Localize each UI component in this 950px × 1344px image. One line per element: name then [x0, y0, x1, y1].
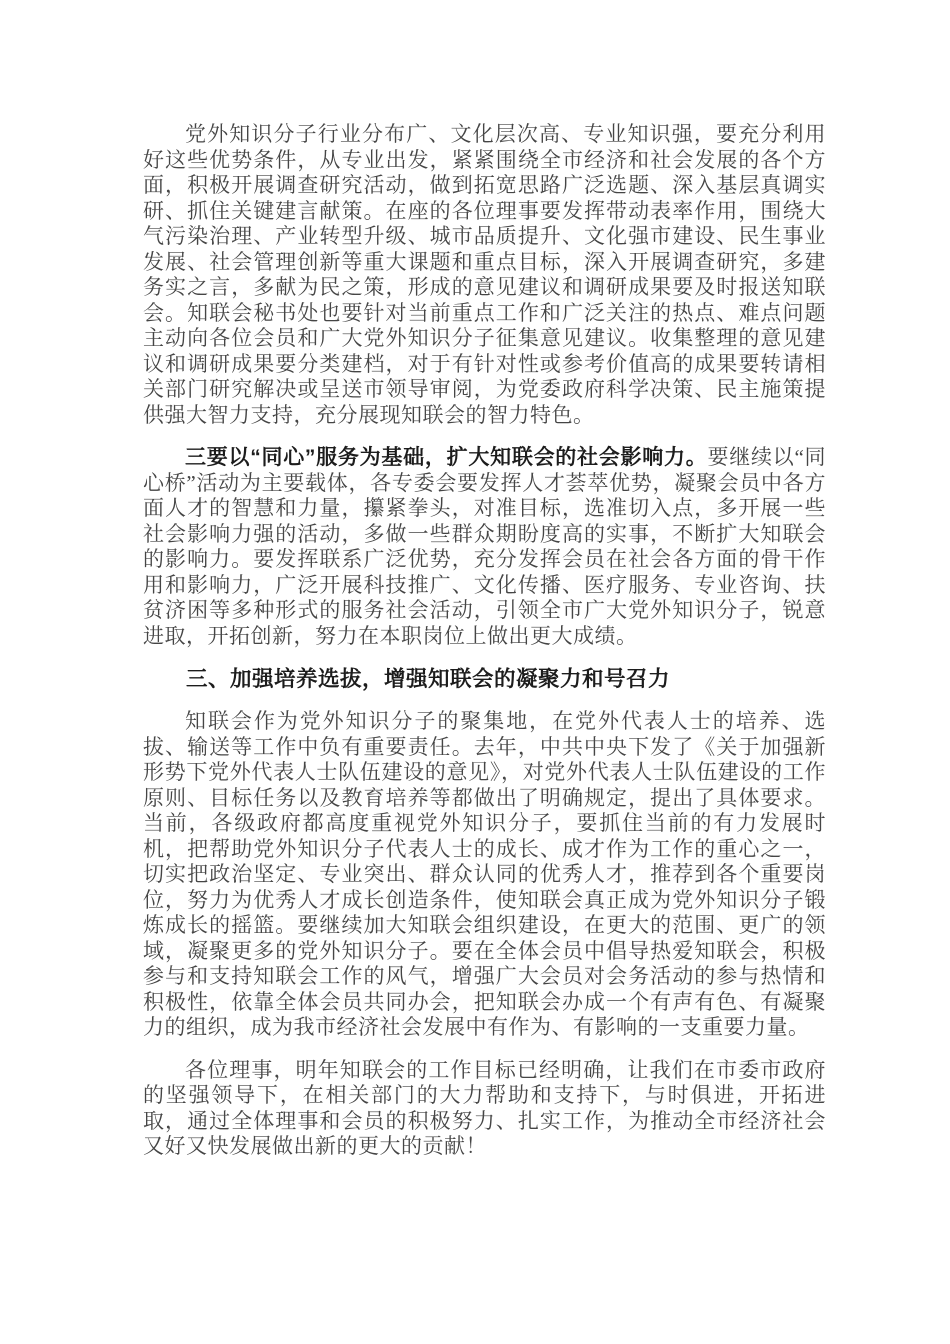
- paragraph-tongxin-body-text: 要继续以“同心桥”活动为主要载体，各专委会要发挥人才荟萃优势，凝聚会员中各方面人才的智慧和力量，攥紧拳头，对准目标，选准切入点，多开展一些社会影响力强的活动，多做一些群众期盼度高的实事，不断扩大知联会的影响力。要发挥联系广泛优势，充分发挥会员在社会各方面的骨干作用和影响力，广泛开展科技推广、文化传播、医疗服务、专业咨询、扶贫济困等多种形式的服务社会活动，引领全市广大党外知识分子，锐意进取，开拓创新，努力在本职岗位上做出更大成绩。: [143, 445, 827, 648]
- paragraph-tongxin-bold-lead: 三要以“同心”服务为基础，扩大知联会的社会影响力。: [185, 446, 708, 469]
- section-heading-three: 三、加强培养选拔，增强知联会的凝聚力和号召力: [186, 667, 671, 691]
- paragraph-cultivation-selection: 知联会作为党外知识分子的聚集地，在党外代表人士的培养、选拔、输送等工作中负有重要责任。去年，中共中央下发了《关于加强新形势下党外代表人士队伍建设的意见》，对党外代表人士队伍建设的工作原则、目标任务以及教育培养等都做出了明确规定，提出了具体要求。当前，各级政府都高度重视党外知识分子，要抓住当前的有力发展时机，把帮助党外知识分子代表人士的成长、成才作为工作的重心之一，切实把政治坚定、专业突出、群众认同的优秀人才，推荐到各个重要岗位，努力为优秀人才成长创造条件，使知联会真正成为党外知识分子锻炼成长的摇篮。要继续加大知联会组织建设，在更大的范围、更广的领域，凝聚更多的党外知识分子。要在全体会员中倡导热爱知联会，积极参与和支持知联会工作的风气，增强广大会员对会务活动的参与热情和积极性，依靠全体会员共同办会，把知联会办成一个有声有色、有凝聚力的组织，成为我市经济社会发展中有作为、有影响的一支重要力量。: [143, 709, 826, 1039]
- paragraph-closing-remarks: 各位理事，明年知联会的工作目标已经明确，让我们在市委市政府的坚强领导下，在相关部门的大力帮助和支持下，与时俱进，开拓进取，通过全体理事和会员的积极努力、扎实工作，为推动全市经济社会又好又快发展做出新的更大的贡献！: [143, 1057, 826, 1158]
- document-text-column: [143, 122, 826, 1177]
- paragraph-investigation-research: 党外知识分子行业分布广、文化层次高、专业知识强，要充分利用好这些优势条件，从专业出发，紧紧围绕全市经济和社会发展的各个方面，积极开展调查研究活动，做到拓宽思路广泛选题、深入基层真调实研、抓住关键建言献策。在座的各位理事要发挥带动表率作用，围绕大气污染治理、产业转型升级、城市品质提升、文化强市建设、民生事业发展、社会管理创新等重大课题和重点目标，深入开展调查研究，多建务实之言，多献为民之策，形成的意见建议和调研成果要及时报送知联会。知联会秘书处也要针对当前重点工作和广泛关注的热点、难点问题主动向各位会员和广大党外知识分子征集意见建议。收集整理的意见建议和调研成果要分类建档，对于有针对性或参考价值高的成果要转请相关部门研究解决或呈送市领导审阅，为党委政府科学决策、民主施策提供强大智力支持，充分展现知联会的智力特色。: [143, 122, 826, 427]
- paragraph-tongxin-service: [143, 445, 826, 649]
